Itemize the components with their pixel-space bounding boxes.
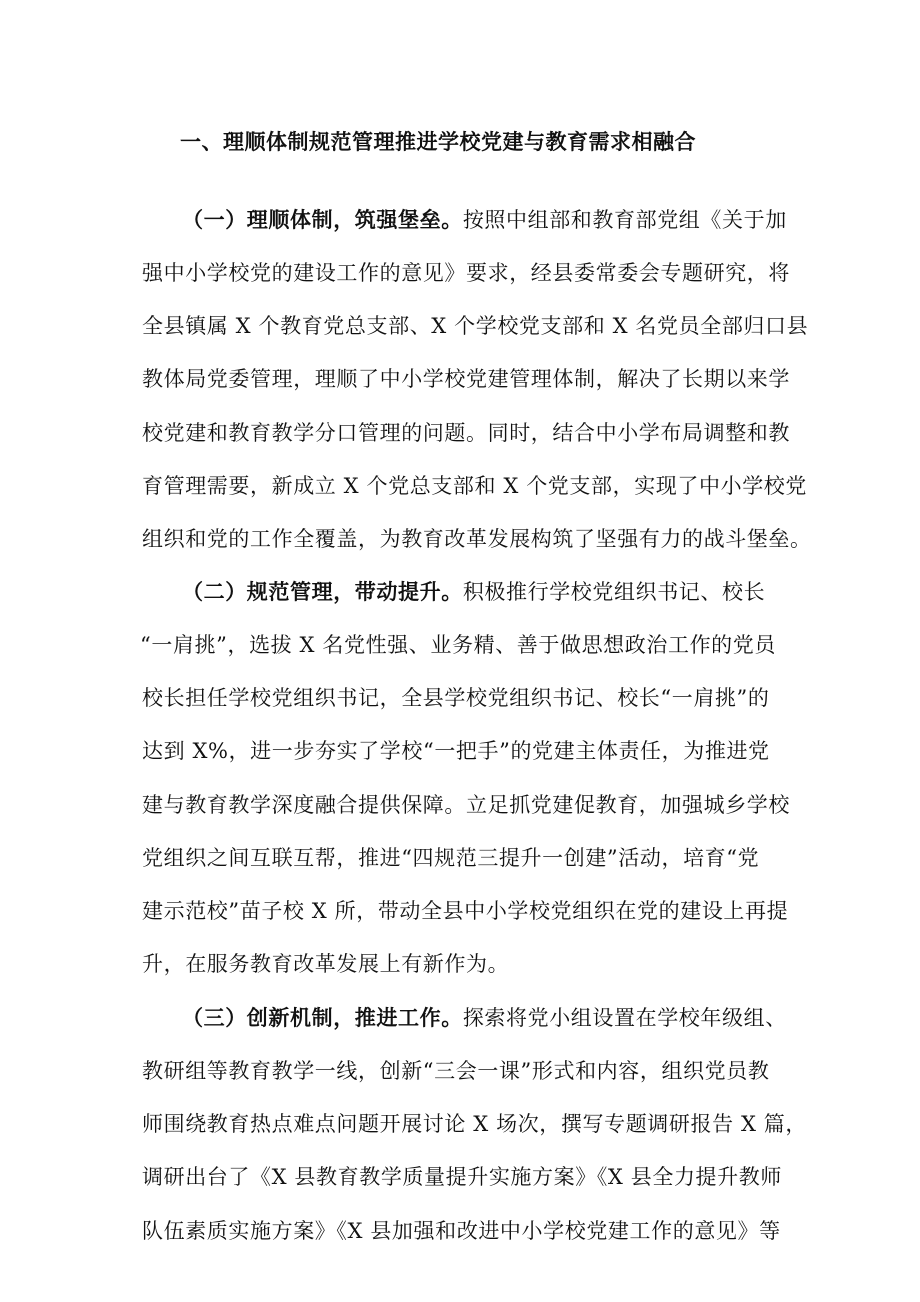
s1-line-4: 教体局党委管理，理顺了中小学校党建管理体制，解决了长期以来学 [142, 367, 790, 391]
s1-text-1: 按照中组部和教育部党组《关于加 [462, 208, 787, 232]
s1-line-3: 全县镇属 X 个教育党总支部、X 个学校党支部和 X 名党员全部归口县 [142, 314, 809, 338]
s1-line-2: 强中小学校党的建设工作的意见》要求，经县委常委会专题研究，将 [142, 261, 790, 285]
s2-line-2: “一肩挑”，选拔 X 名党性强、业务精、善于做思想政治工作的党员 [140, 633, 776, 657]
s2-line-4: 达到 X%，进一步夯实了学校“一把手”的党建主体责任，为推进党 [142, 739, 770, 763]
s2-line-6: 党组织之间互联互帮，推进“四规范三提升一创建”活动，培育“党 [142, 846, 760, 870]
s2-line-1 [182, 577, 765, 607]
s2-title: （二）规范管理，带动提升。 [182, 579, 463, 604]
s1-line-1 [182, 205, 787, 235]
s3-text-1: 探索将党小组设置在学校年级组、 [462, 1006, 787, 1030]
s2-text-1: 积极推行学校党组织书记、校长 [462, 580, 766, 604]
s1-line-6: 育管理需要，新成立 X 个党总支部和 X 个党支部，实现了中小学校党 [142, 474, 807, 498]
s1-title: （一）理顺体制，筑强堡垒。 [182, 207, 463, 232]
section-heading: 一、理顺体制规范管理推进学校党建与教育需求相融合 [180, 129, 696, 154]
s3-line-3: 师围绕教育热点难点问题开展讨论 X 场次，撰写专题调研报告 X 篇， [142, 1112, 807, 1136]
s3-line-2: 教研组等教育教学一线，创新“三会一课”形式和内容，组织党员教 [142, 1059, 770, 1083]
s2-line-7: 建示范校”苗子校 X 所，带动全县中小学校党组织在党的建设上再提 [142, 899, 789, 923]
s3-title: （三）创新机制，推进工作。 [182, 1005, 463, 1030]
s3-line-5: 队伍素质实施方案》《X 县加强和改进中小学校党建工作的意见》等 [142, 1219, 781, 1243]
s1-line-7: 组织和党的工作全覆盖，为教育改革发展构筑了坚强有力的战斗堡垒。 [142, 527, 812, 551]
s3-line-4: 调研出台了《X 县教育教学质量提升实施方案》《X 县全力提升教师 [142, 1165, 782, 1189]
s1-line-5: 校党建和教育教学分口管理的问题。同时，结合中小学布局调整和教 [142, 421, 790, 445]
s3-line-1 [182, 1003, 787, 1033]
s2-line-8: 升，在服务教育改革发展上有新作为。 [142, 952, 510, 976]
s2-line-3: 校长担任学校党组织书记，全县学校党组织书记、校长“一肩挑”的 [142, 686, 770, 710]
s2-line-5: 建与教育教学深度融合提供保障。立足抓党建促教育，加强城乡学校 [142, 793, 790, 817]
